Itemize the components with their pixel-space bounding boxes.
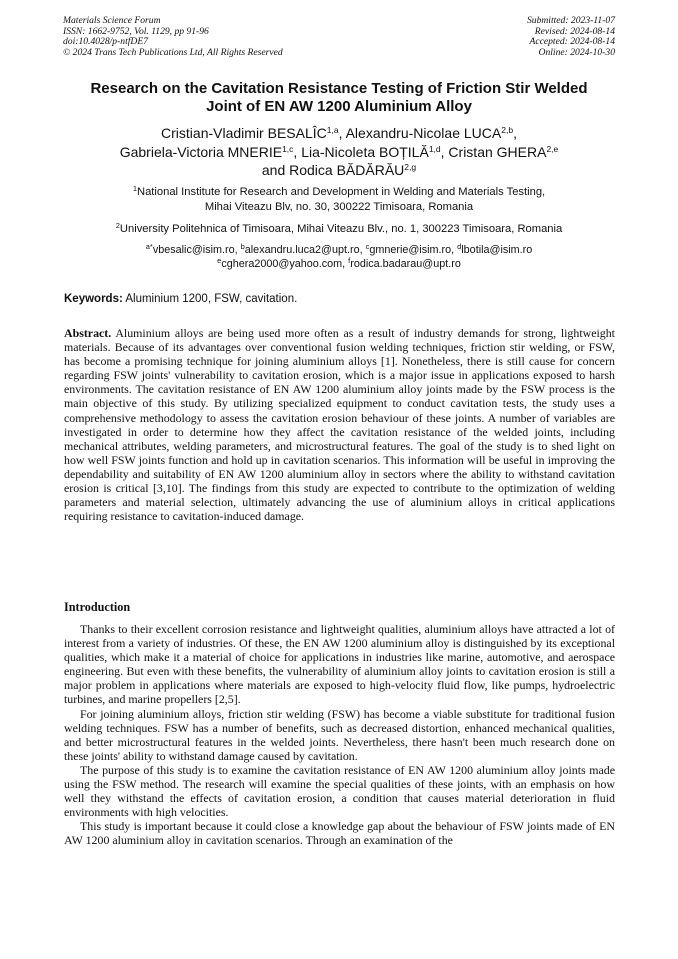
online-date: Online: 2024-10-30 [538,46,615,58]
title-line-1: Research on the Cavitation Resistance Testing of Friction Stir Welded [90,80,588,97]
email-sup: f [348,255,351,265]
issn-line: ISSN: 1662-9752, Vol. 1129, pp 91-96 [63,25,209,37]
author-name: Rodica BĂDĂRĂU [289,162,405,178]
author-line-2: Gabriela-Victoria MNERIE$^{1,c}$, Lia-Nicoleta BOȚILĂ$^{1,d}$, Cristan GHERA$^{2,e}$ [119,143,559,160]
email-link[interactable]: cghera2000@yahoo.com, [221,257,346,270]
accepted-date: Accepted: 2024-08-14 [529,36,615,48]
keywords-text: Aluminium 1200, FSW, cavitation. [122,293,298,305]
email-link[interactable]: vbesalic@isim.ro, [152,244,238,256]
author-sup: 1,d [428,143,441,154]
author-name: Alexandru-Nicolae LUCA [345,125,502,141]
author-conjunction: and [261,162,286,178]
author-line-1: Cristian-Vladimir BESALÎC$^{1,a}$, Alexandru-Nicolae LUCA$^{2,b}$, [161,125,517,141]
affiliation-line: Mihai Viteazu Blv, no. 30, 300222 Timisoara, Romania [204,200,474,213]
submitted-date: Submitted: 2023-11-07 [526,15,615,26]
author-sup: 1,a [326,125,339,135]
copyright-line: © 2024 Trans Tech Publications Ltd, All Rights Reserved [63,46,283,58]
author-name: Cristan GHERA [448,143,547,160]
title-line-2: Joint of EN AW 1200 Aluminium Alloy [206,98,472,115]
author-emails [30,244,648,271]
paragraph: The purpose of this study is to examine the cavitation resistance of EN AW 1200 aluminium alloy joints made using the FSW method. The research will examine the special qualities of these joints, with an emphasis on how well they withstand the effects of cavitation erosion, a condition that causes material deterioration in fluid environments with high velocities. [64,762,615,820]
author-sup: 2,e [546,143,559,154]
affiliation-line [30,185,648,200]
affiliation-1 [30,185,648,214]
paragraph: Thanks to their excellent corrosion resistance and lightweight qualities, aluminium alloys have attracted a lot of interest from a variety of industries. Of these, the EN AW 1200 aluminium alloy is distinguished by its exceptional qualities, which make it a material of choice for applications in industries like marine, automotive, and aerospace engineering. But even with these benefits, the vulnerability of aluminium alloy joints to cavitation erosion is still a major problem in applications where materials are exposed to high-velocity fluid flow, like pumps, hydroelectric turbines, and marine propellers [2,5]. [64,622,615,707]
keywords-label: Keywords: [64,293,123,305]
abstract [64,326,615,523]
author-sup: 2,g [404,162,417,172]
abstract-text: Aluminium alloys are being used more often as a result of industry demands for strong, lightweight materials. Because of its advantages over conventional fusion welding techniques, friction stir welding, or FSW, has become a promising technique for joining aluminium alloys [1]. Nonetheless, there is still cause for concern regarding FSW joints' vulnerability to cavitation erosion, which is a major issue in applications exposed to harsh environments. The cavitation resistance of EN AW 1200 aluminium alloy joints made by the FSW process is the main objective of this study. By utilizing specialized equipment to conduct cavitation tests, the study uses a comprehensive methodology to assess the cavitation erosion behaviour of these joints. A number of variables are investigated in order to determine how they affect the cavitation resistance of the welded joints, including mechanical attributes, welding parameters, and microstructural features. The goal of the study is to shed light on how well FSW joints function and hold up in cavitation scenarios. This information will be useful in improving the dependability and suitability of EN AW 1200 aluminium alloy in sectors where the ability to withstand cavitation erosion is critical [3,10]. The findings from this study are expected to contribute to the optimization of welding parameters and material selection, ultimately advancing the use of aluminium alloys in critical applications requiring resistance to cavitation-induced damage. [64,326,615,524]
revised-date: Revised: 2024-08-14 [534,25,615,37]
keywords [64,292,618,306]
author-name: Gabriela-Victoria MNERIE [119,143,283,160]
publication-dates [527,16,615,58]
paragraph: For joining aluminium alloys, friction stir welding (FSW) has become a viable substitute for traditional fusion welding techniques. FSW has a number of benefits, such as decreased distortion, enhanced mechanical qualities, and better microstructural features in the welded joints. Nevertheless, there hasn't been much research done on these joints' ability to withstand damage caused by cavitation. [64,706,615,763]
paper-title [40,80,638,116]
email-sup: a* [145,242,153,251]
author-name: Lia-Nicoleta BOȚILĂ [301,143,429,160]
email-link[interactable]: gmnerie@isim.ro, [369,244,455,256]
author-line-3 [30,161,648,180]
introduction-body [64,622,615,848]
affiliation-text: University Politehnica of Timisoara, Mihai Viteazu Blv., no. 1, 300223 Timisoara, Romania [119,223,563,235]
author-name: Cristian-Vladimir BESALÎC [161,125,327,141]
author-sup: 2,b [501,125,514,135]
affiliation-sup: 2 [115,221,120,230]
affiliation-sup: 1 [132,184,137,193]
doi-line: doi:10.4028/p-ntfDE7 [63,36,149,48]
email-link[interactable]: rodica.badarau@upt.ro [350,257,461,270]
email-link[interactable]: lbotila@isim.ro [461,244,533,256]
affiliation-text: National Institute for Research and Development in Welding and Materials Testing, [137,186,546,198]
author-list [30,124,648,180]
email-sup: d [457,242,462,251]
journal-info [63,16,283,58]
paragraph: This study is important because it could close a knowledge gap about the behaviour of FSW joints made of EN AW 1200 aluminium alloy in cavitation scenarios. Through an examination of the [64,819,615,848]
email-link[interactable]: alexandru.luca2@upt.ro, [244,244,363,256]
section-heading-introduction: Introduction [64,600,131,614]
abstract-label: Abstract. [64,326,112,340]
journal-name: Materials Science Forum [63,15,161,26]
email-line-1 [30,244,648,258]
email-sup: c [365,242,370,251]
email-line-2 [30,255,648,272]
email-sup: e [217,255,222,265]
affiliation-2 [30,222,648,237]
email-sup: b [240,242,245,251]
author-sup: 1,c [282,143,294,154]
